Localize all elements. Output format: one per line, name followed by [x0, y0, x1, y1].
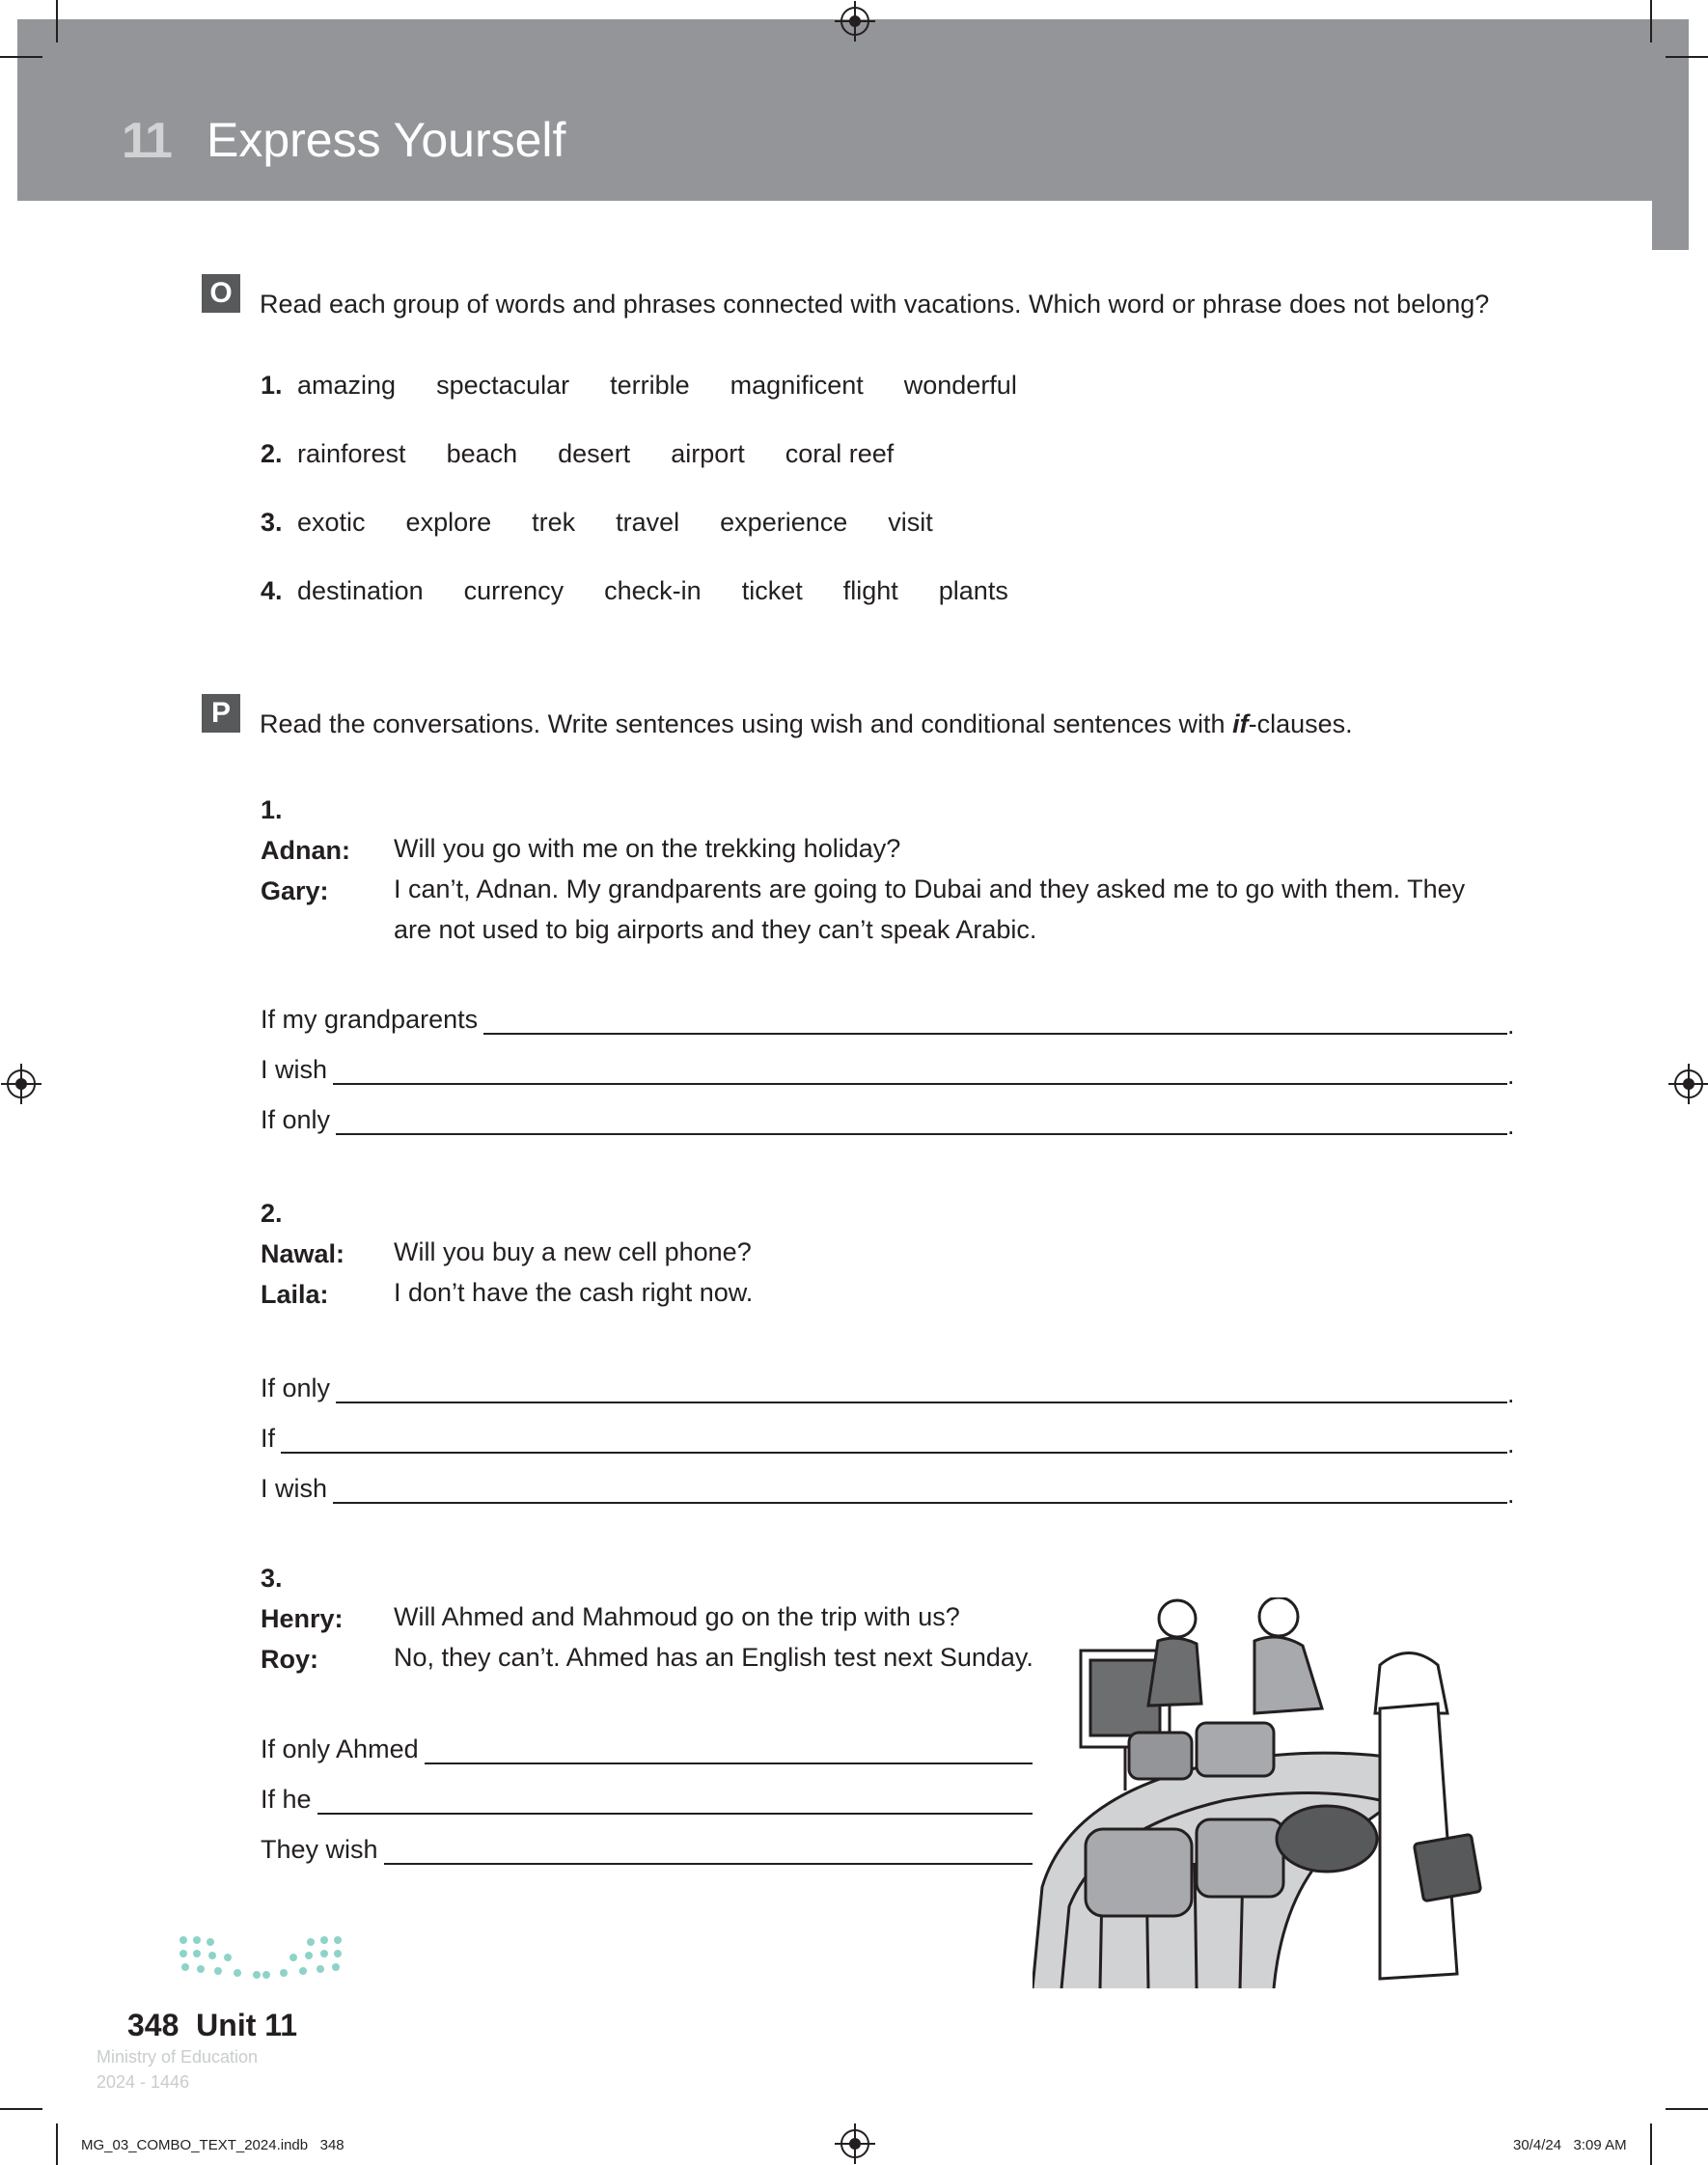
dialogue-line: I don’t have the cash right now.	[394, 1278, 754, 1307]
answer-rule	[333, 1473, 1507, 1504]
dialogue-line: No, they can’t. Ahmed has an English test next Sunday.	[394, 1643, 1033, 1672]
registration-mark-icon	[840, 2129, 869, 2158]
ministry-text	[96, 2035, 258, 2095]
registration-mark-icon	[7, 1069, 36, 1098]
page-footer-label: 348 Unit 11	[127, 2008, 298, 2042]
crop-mark	[1650, 2123, 1652, 2165]
word-option: beach	[446, 439, 518, 468]
crop-mark	[56, 2123, 58, 2165]
crop-mark	[0, 56, 42, 58]
answer-line[interactable]: I wish .	[261, 1055, 1515, 1090]
conversation-number: 3.	[261, 1564, 283, 1593]
answer-rule	[281, 1423, 1507, 1454]
answer-prompt: If my grandparents	[261, 1005, 479, 1034]
word-option: visit	[888, 508, 933, 537]
answer-line[interactable]: I wish .	[261, 1474, 1515, 1509]
answer-prompt: If	[261, 1424, 276, 1453]
group-number: 2.	[261, 439, 283, 468]
word-option: experience	[720, 508, 848, 537]
word-option: magnificent	[730, 371, 864, 400]
word-group-row	[261, 508, 974, 538]
ministry-year: 2024 - 1446	[96, 2072, 190, 2092]
word-group-row	[261, 371, 1058, 401]
answer-rule	[317, 1784, 1033, 1815]
dialogue-line: Will you buy a new cell phone?	[394, 1237, 752, 1266]
answer-prompt: If only	[261, 1374, 331, 1402]
conversation-number: 2.	[261, 1199, 283, 1228]
answer-rule	[333, 1054, 1507, 1085]
speaker-name: Gary:	[261, 876, 329, 905]
word-option: travel	[616, 508, 680, 537]
section-p-badge: P	[202, 694, 240, 733]
word-option: plants	[938, 576, 1008, 605]
crop-mark	[1666, 56, 1708, 58]
dialogue-line: Will Ahmed and Mahmoud go on the trip with us?	[394, 1602, 960, 1631]
dialogue-line: I can’t, Adnan. My grandparents are going to Dubai and they asked me to go with them. They are not used to big airports and they can’t speak Arabic.	[394, 874, 1466, 944]
answer-line[interactable]	[261, 1832, 1033, 1865]
word-option: currency	[463, 576, 565, 605]
unit-header-band	[17, 19, 1689, 201]
answer-rule	[384, 1834, 1033, 1865]
word-option: amazing	[297, 371, 397, 400]
answer-line[interactable]	[261, 1732, 1033, 1764]
answer-prompt: They wish	[261, 1835, 378, 1864]
conversation-number: 1.	[261, 795, 283, 824]
word-option: spectacular	[436, 371, 570, 400]
word-option: airport	[671, 439, 745, 468]
section-o-badge: O	[202, 274, 240, 313]
airport-baggage-carousel-illustration	[1033, 1597, 1621, 1988]
crop-mark	[1650, 0, 1652, 42]
word-option: explore	[405, 508, 492, 537]
answer-line[interactable]: If my grandparents .	[261, 1005, 1515, 1040]
unit-title: Express Yourself	[207, 113, 566, 167]
section-o-instruction: Read each group of words and phrases connected with vacations. Which word or phrase does not belong?	[260, 290, 1490, 319]
header-tab-marker	[1652, 201, 1689, 250]
print-slug-date: 30/4/24 3:09 AM	[1513, 2137, 1627, 2153]
speaker-name: Henry:	[261, 1604, 344, 1633]
word-option: flight	[842, 576, 898, 605]
answer-prompt: I wish	[261, 1055, 328, 1084]
answer-line[interactable]	[261, 1782, 1033, 1815]
crop-mark	[0, 2108, 42, 2110]
answer-line[interactable]: If only .	[261, 1105, 1515, 1140]
answer-line[interactable]: If .	[261, 1424, 1515, 1458]
speaker-name: Roy:	[261, 1645, 318, 1674]
group-number: 1.	[261, 371, 283, 400]
word-option: desert	[558, 439, 631, 468]
answer-prompt: If only Ahmed	[261, 1735, 419, 1763]
ministry-logo-icon	[174, 1930, 347, 1988]
ministry-name: Ministry of Education	[96, 2047, 259, 2067]
word-option: wonderful	[903, 371, 1017, 400]
print-slug-file: MG_03_COMBO_TEXT_2024.indb 348	[81, 2137, 344, 2153]
unit-number: 11	[122, 113, 171, 169]
word-option: rainforest	[297, 439, 406, 468]
answer-prompt: I wish	[261, 1474, 328, 1503]
registration-mark-icon	[1674, 1069, 1703, 1098]
speaker-name: Nawal:	[261, 1239, 345, 1268]
word-group-row	[261, 439, 934, 469]
answer-rule	[425, 1734, 1033, 1764]
instruction-text: Read the conversations. Write sentences using wish and conditional sentences with	[260, 709, 1233, 738]
word-option: destination	[297, 576, 424, 605]
group-number: 3.	[261, 508, 283, 537]
instruction-text: -clauses.	[1248, 709, 1353, 738]
answer-prompt: If he	[261, 1785, 312, 1814]
answer-prompt: If only	[261, 1105, 331, 1134]
answer-line[interactable]: If only .	[261, 1374, 1515, 1408]
word-option: coral reef	[785, 439, 895, 468]
answer-rule	[336, 1373, 1507, 1403]
dialogue-line: Will you go with me on the trekking holiday?	[394, 834, 901, 863]
answer-rule	[336, 1104, 1507, 1135]
word-option: exotic	[297, 508, 366, 537]
speaker-name: Adnan:	[261, 836, 350, 865]
section-p-instruction	[260, 709, 1353, 739]
crop-mark	[56, 0, 58, 42]
word-option: check-in	[604, 576, 702, 605]
answer-rule	[483, 1004, 1507, 1035]
registration-mark-icon	[840, 7, 869, 36]
word-option: ticket	[741, 576, 803, 605]
speaker-name: Laila:	[261, 1280, 329, 1309]
group-number: 4.	[261, 576, 283, 605]
instruction-emphasis: if	[1232, 709, 1249, 738]
word-option: trek	[532, 508, 576, 537]
word-group-row	[261, 576, 1049, 606]
word-option: terrible	[610, 371, 690, 400]
crop-mark	[1666, 2108, 1708, 2110]
